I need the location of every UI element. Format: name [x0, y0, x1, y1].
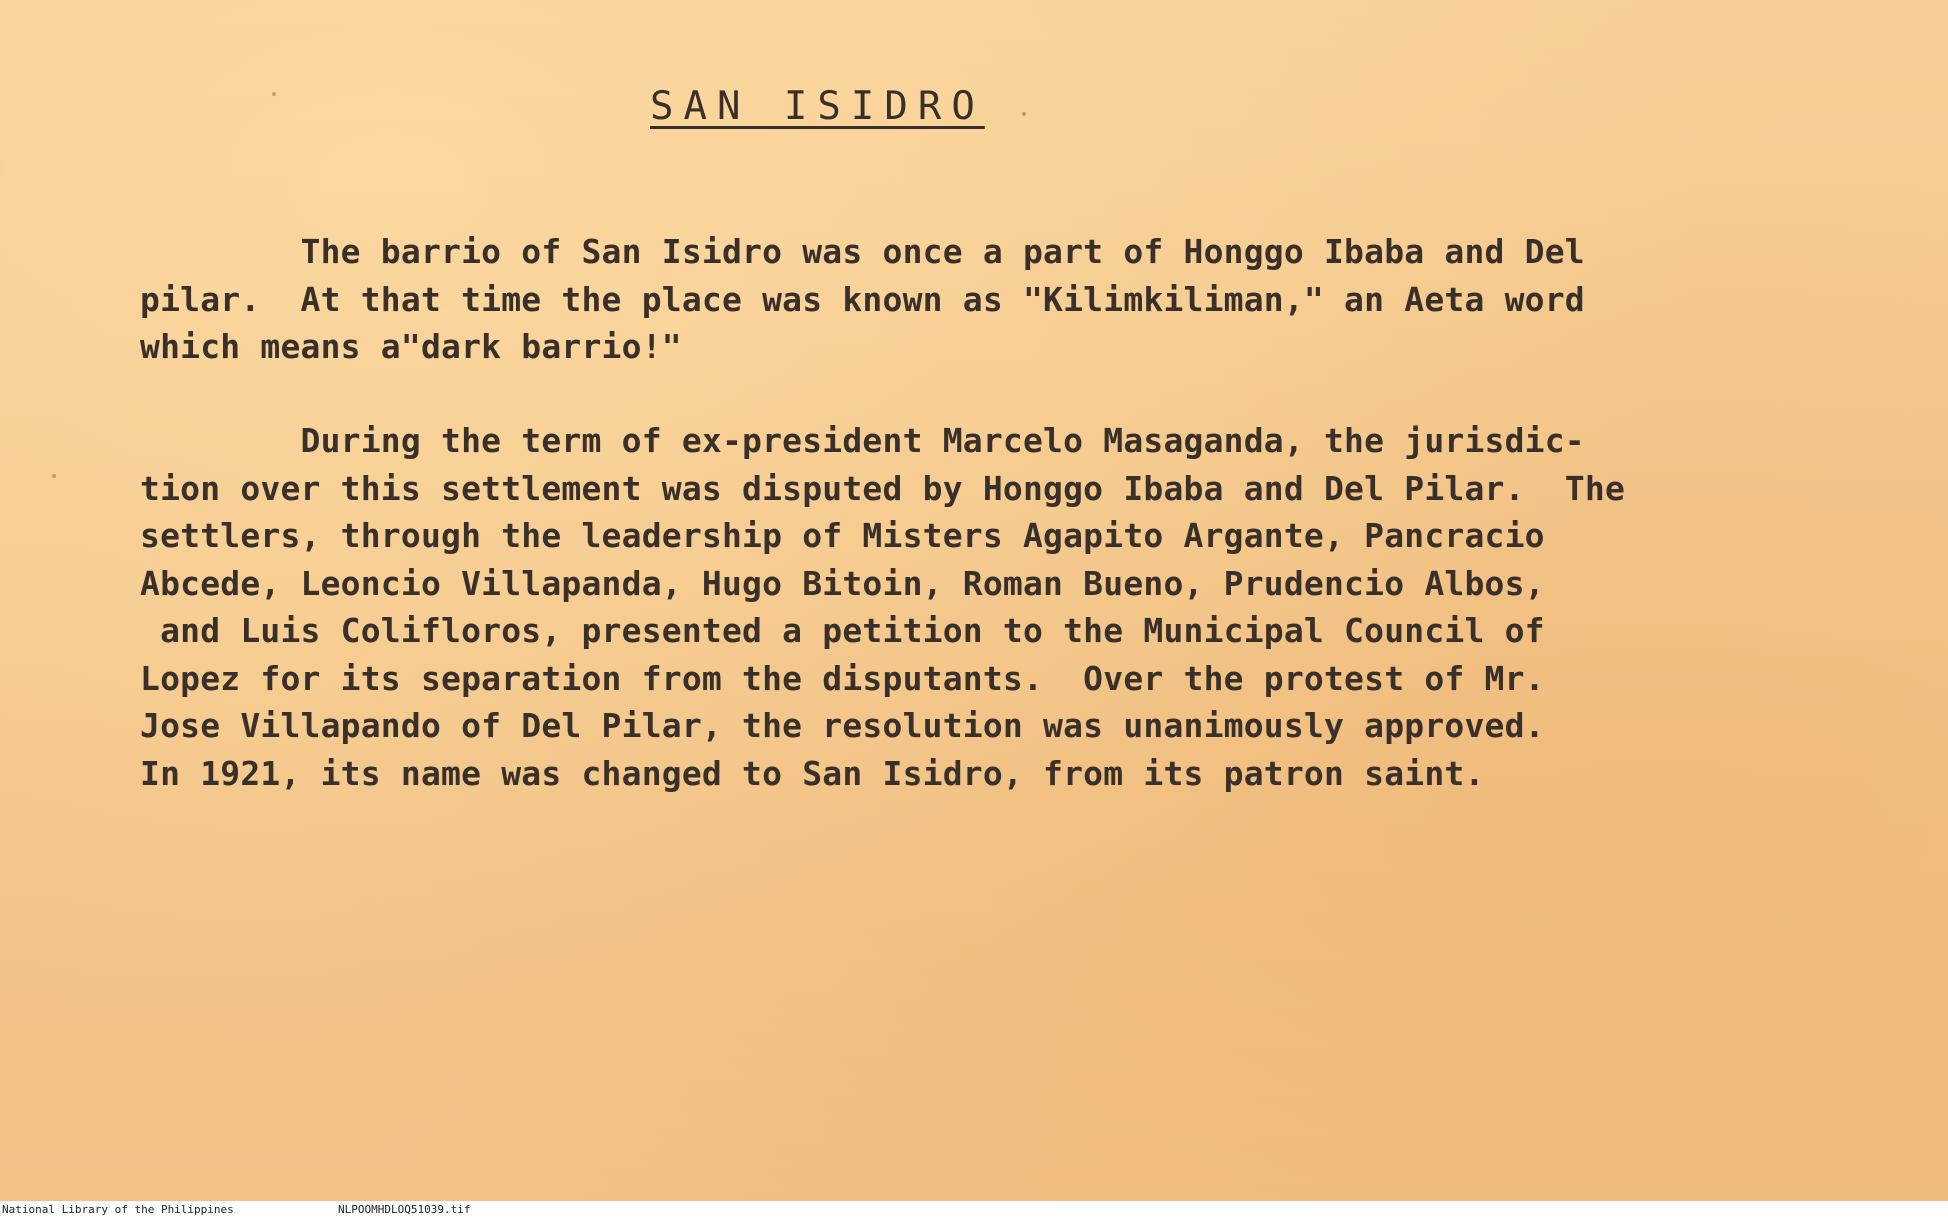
scan-footer — [0, 1201, 1948, 1219]
ink-speck — [272, 92, 276, 96]
footer-institution: National Library of the Philippines — [2, 1203, 234, 1216]
ink-speck — [52, 474, 56, 478]
footer-filename: NLPOOMHDLOQ51039.tif — [338, 1203, 471, 1216]
paragraph-origin: The barrio of San Isidro was once a part of Honggo Ibaba and Del pilar. At that time the place was known as "Kilimkiliman," an Aeta word which means a"dark barrio!" — [140, 232, 1585, 366]
ink-speck — [1022, 112, 1026, 116]
document-title: SAN ISIDRO — [650, 84, 985, 129]
paragraph-history: During the term of ex-president Marcelo Masaganda, the jurisdic- tion over this settlement was disputed by Honggo Ibaba and Del Pilar. The settlers, through the leadership of Misters Agapito Argante, Pancracio Abcede, Leoncio Villapanda, Hugo Bitoin, Roman Bueno, Prudencio Albos, and Luis Colifloros, presented a petition to the Municipal Council of Lopez for its separation from the disputants. Over the protest of Mr. Jose Villapando of Del Pilar, the resolution was unanimously approved. In 1921, its name was changed to San Isidro, from its patron saint. — [140, 421, 1626, 793]
